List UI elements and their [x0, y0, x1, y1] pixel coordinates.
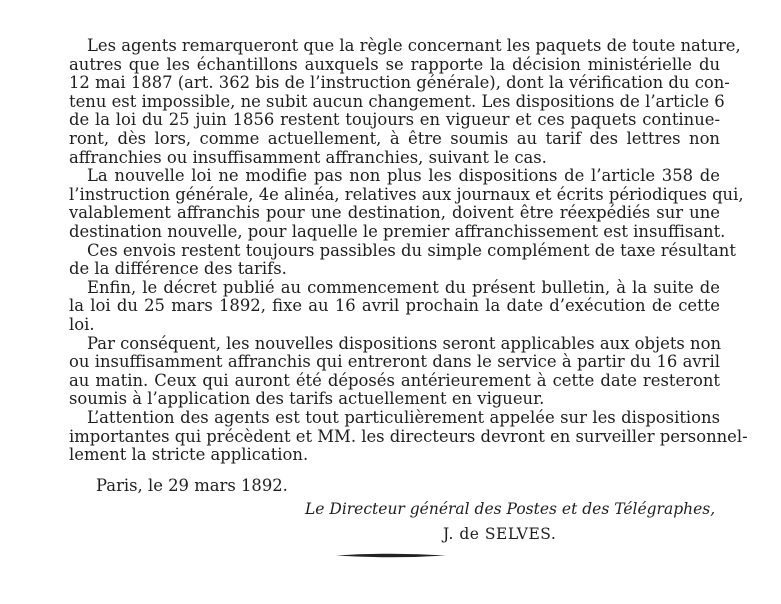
closing-date: Paris, le 29 mars 1892. [96, 476, 288, 495]
text-line: L’attention des agents est tout particulièrement appelée sur les dispositions [87, 408, 720, 427]
text-line: valablement affranchis pour une destination, doivent être réexpédiés sur une [69, 203, 720, 222]
text-line: destination nouvelle, pour laquelle le premier affranchissement est insuffisant. [69, 222, 726, 241]
text-line: importantes qui précèdent et MM. les directeurs devront en surveiller personnel- [69, 427, 748, 446]
text-line: 12 mai 1887 (art. 362 bis de l’instruction générale), dont la vérification du con- [69, 73, 730, 92]
text-line: l’instruction générale, 4e alinéa, relatives aux journaux et écrits périodiques qui, [69, 185, 744, 204]
text-line: ront, dès lors, comme actuellement, à être soumis au tarif des lettres non [69, 129, 720, 148]
text-line: Par conséquent, les nouvelles dispositions seront applicables aux objets non [87, 334, 722, 353]
text-line: de la loi du 25 juin 1856 restent toujours en vigueur et ces paquets continue- [69, 110, 720, 129]
signature-name: J. de SELVES. [443, 525, 557, 543]
text-line: de la différence des tarifs. [69, 259, 287, 278]
text-line: tenu est impossible, ne subit aucun changement. Les dispositions de l’article 6 [69, 92, 725, 111]
text-line: Enfin, le décret publié au commencement du présent bulletin, à la suite de [87, 278, 720, 297]
text-line: ou insuffisamment affranchis qui entreront dans le service à partir du 16 avril [69, 352, 720, 371]
text-line: affranchies ou insuffisamment affranchies, suivant le cas. [69, 148, 547, 167]
text-line: Ces envois restent toujours passibles du simple complément de taxe résultant [87, 241, 736, 260]
text-line: au matin. Ceux qui auront été déposés antérieurement à cette date resteront [69, 371, 720, 390]
text-line: loi. [69, 315, 95, 334]
text-line: Les agents remarqueront que la règle concernant les paquets de toute nature, [87, 36, 741, 55]
text-line: autres que les échantillons auxquels se rapporte la décision ministérielle du [69, 55, 720, 74]
text-line: soumis à l’application des tarifs actuellement en vigueur. [69, 389, 545, 408]
signature-title: Le Directeur général des Postes et des Télégraphes, [305, 500, 716, 518]
text-line: La nouvelle loi ne modifie pas non plus les dispositions de l’article 358 de [87, 166, 720, 185]
closing-rule [336, 553, 446, 558]
paragraph-6-last-line: lement la stricte application. [69, 445, 309, 464]
text-line: la loi du 25 mars 1892, fixe au 16 avril prochain la date d’exécution de cette [69, 296, 720, 315]
